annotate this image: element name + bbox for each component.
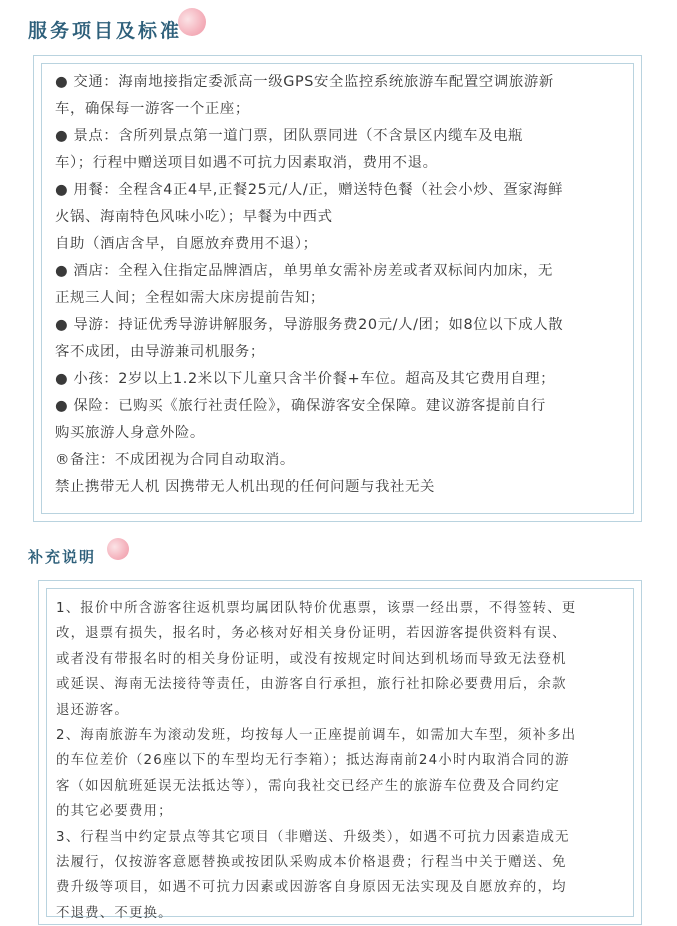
- text-line: 退还游客。: [56, 702, 129, 718]
- supplement-content: [56, 596, 628, 926]
- text-line: 购买旅游人身意外险。: [55, 425, 205, 441]
- heading-decoration-dot: [107, 538, 129, 560]
- text-line: 改，退票有损失，报名时，务必核对好相关身份证明，若因游客提供资料有误、: [56, 626, 567, 642]
- text-line: ● 交通：海南地接指定委派高一级GPS安全监控系统旅游车配置空调旅游新: [55, 74, 554, 90]
- text-line: 客不成团，由导游兼司机服务；: [55, 344, 265, 360]
- text-line: ®备注：不成团视为合同自动取消。: [55, 452, 295, 468]
- text-line: 3、行程当中约定景点等其它项目（非赠送、升级类），如遇不可抗力因素造成无: [56, 829, 570, 845]
- text-line: ● 导游：持证优秀导游讲解服务，导游服务费20元/人/团；如8位以下成人散: [55, 317, 564, 333]
- text-line: ● 景点：含所列景点第一道门票，团队票同进（不含景区内缆车及电瓶: [55, 128, 524, 144]
- text-line: 费升级等项目，如遇不可抗力因素或因游客自身原因无法实现及自愿放弃的，均: [56, 880, 567, 896]
- text-line: 车，确保每一游客一个正座；: [55, 101, 250, 117]
- text-line: ● 酒店：全程入住指定品牌酒店，单男单女需补房差或者双标间内加床，无: [55, 263, 554, 279]
- supplement-box: [38, 580, 642, 925]
- heading-decoration-dot: [178, 8, 206, 36]
- text-line: 法履行，仅按游客意愿替换或按团队采购成本价格退费；行程当中关于赠送、免: [56, 855, 567, 871]
- section-title: 服务项目及标准: [28, 20, 183, 42]
- section-title: 补充说明: [28, 548, 97, 566]
- text-line: 车）；行程中赠送项目如遇不可抗力因素取消，费用不退。: [55, 155, 438, 171]
- text-line: 客（如因航班延误无法抵达等），需向我社交已经产生的旅游车位费及合同约定: [56, 778, 560, 794]
- text-line: 或者没有带报名时的相关身份证明，或没有按规定时间达到机场而导致无法登机: [56, 651, 567, 667]
- service-standards-box: [33, 55, 642, 522]
- text-line: ● 小孩：2岁以上1.2米以下儿童只含半价餐+车位。超高及其它费用自理；: [55, 371, 556, 387]
- text-line: 正规三人间；全程如需大床房提前告知；: [55, 290, 325, 306]
- text-line: 火锅、海南特色风味小吃）；早餐为中西式: [55, 209, 333, 225]
- text-line: 1、报价中所含游客往返机票均属团队特价优惠票，该票一经出票，不得签转、更: [56, 601, 577, 616]
- text-line: 或延误、海南无法接待等责任，由游客自行承担，旅行社扣除必要费用后，余款: [56, 677, 567, 693]
- text-line: 自助（酒店含早，自愿放弃费用不退）；: [55, 236, 318, 252]
- service-standards-content: [55, 69, 625, 501]
- text-line: ● 用餐：全程含4正4早,正餐25元/人/正，赠送特色餐（社会小炒、疍家海鲜: [55, 182, 564, 198]
- text-line: 禁止携带无人机 因携带无人机出现的任何问题与我社无关: [55, 479, 435, 495]
- text-line: 的车位差价（26座以下的车型均无行李箱）；抵达海南前24小时内取消合同的游: [56, 753, 570, 769]
- text-line: 的其它必要费用；: [56, 804, 173, 820]
- text-line: 不退费、不更换。: [56, 905, 173, 921]
- text-line: ● 保险：已购买《旅行社责任险》，确保游客安全保障。建议游客提前自行: [55, 398, 546, 414]
- section-heading-supplement: [28, 544, 96, 570]
- text-line: 2、海南旅游车为滚动发班，均按每人一正座提前调车，如需加大车型，须补多出: [56, 728, 577, 744]
- section-heading-service: [28, 16, 182, 46]
